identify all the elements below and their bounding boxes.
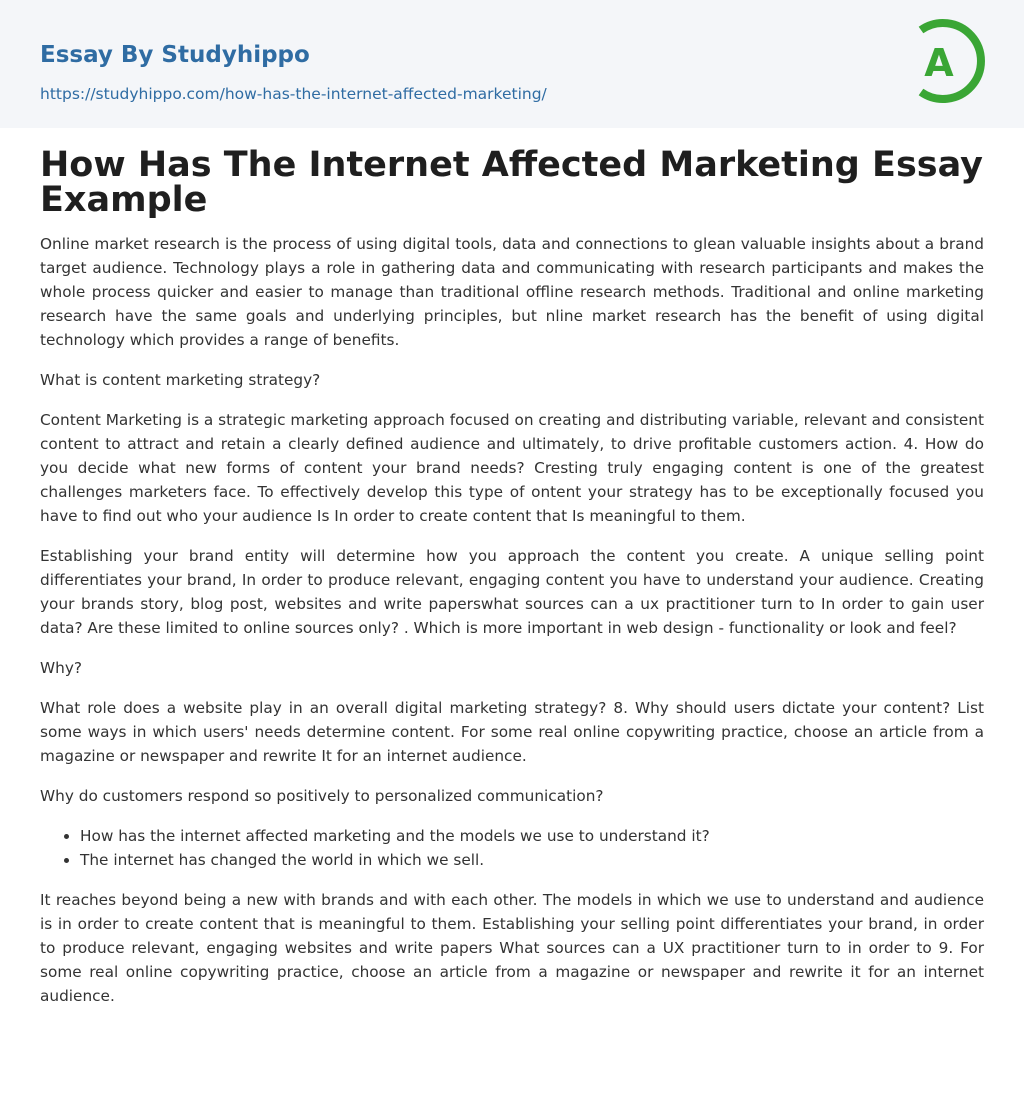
article [40, 145, 984, 1024]
question-paragraph: Why do customers respond so positively to personalized communication? [40, 787, 604, 805]
page-title: How Has The Internet Affected Marketing Essay Example [40, 145, 983, 220]
paragraph: Establishing your brand entity will determine how you approach the content you create. A unique selling point differentiates your brand, In order to produce relevant, engaging content you have to understand your audience. Creating your brands story, blog post, websites and write paperswhat sources can a ux practitioner turn to In order to gain user data? Are these limited to online sources only? . Which is more important in web design - functionality or look and feel? [40, 547, 984, 637]
source-url-link[interactable]: https://studyhippo.com/how-has-the-internet-affected-marketing/ [40, 85, 547, 103]
list-item: • The internet has changed the world in which we sell. [80, 848, 984, 872]
question-paragraph: What is content marketing strategy? [40, 371, 321, 389]
paragraph: Content Marketing is a strategic marketing approach focused on creating and distributing variable, relevant and consistent content to attract and retain a clearly defined audience and ultimately, to drive profitable customers action. 4. How do you decide what new forms of content your brand needs? Cresting truly engaging content is one of the greatest challenges marketers face. To effectively develop this type of ontent your strategy has to be exceptionally focused you have to find out who your audience Is In order to create content that Is meaningful to them. [40, 411, 984, 525]
logo-letter: A [924, 41, 954, 85]
bullet-list [80, 824, 984, 872]
paragraph: It reaches beyond being a new with brands and with each other. The models in which we use to understand and audience is in order to create content that is meaningful to them. Establishing your selling point differentiates your brand, in order to produce relevant, engaging websites and write papers What sources can a UX practitioner turn to in order to 9. For some real online copywriting practice, choose an article from a magazine or newspaper and rewrite it for an internet audience. [40, 891, 984, 1005]
paragraph: What role does a website play in an overall digital marketing strategy? 8. Why should users dictate your content? List some ways in which users' needs determine content. For some real online copywriting practice, choose an article from a magazine or newspaper and rewrite It for an internet audience. [40, 699, 984, 765]
studyhippo-logo-icon[interactable] [912, 18, 986, 106]
list-item: • How has the internet affected marketing and the models we use to understand it? [80, 824, 984, 848]
paragraph: Online market research is the process of using digital tools, data and connections to glean valuable insights about a brand target audience. Technology plays a role in gathering data and communicating with research participants and makes the whole process quicker and easier to manage than traditional offline research methods. Traditional and online marketing research have the same goals and underlying principles, but nline market research has the benefit of using digital technology which provides a range of benefits. [40, 235, 984, 349]
site-header [0, 0, 1024, 128]
question-paragraph: Why? [40, 659, 82, 677]
site-title[interactable]: Essay By Studyhippo [40, 42, 310, 68]
